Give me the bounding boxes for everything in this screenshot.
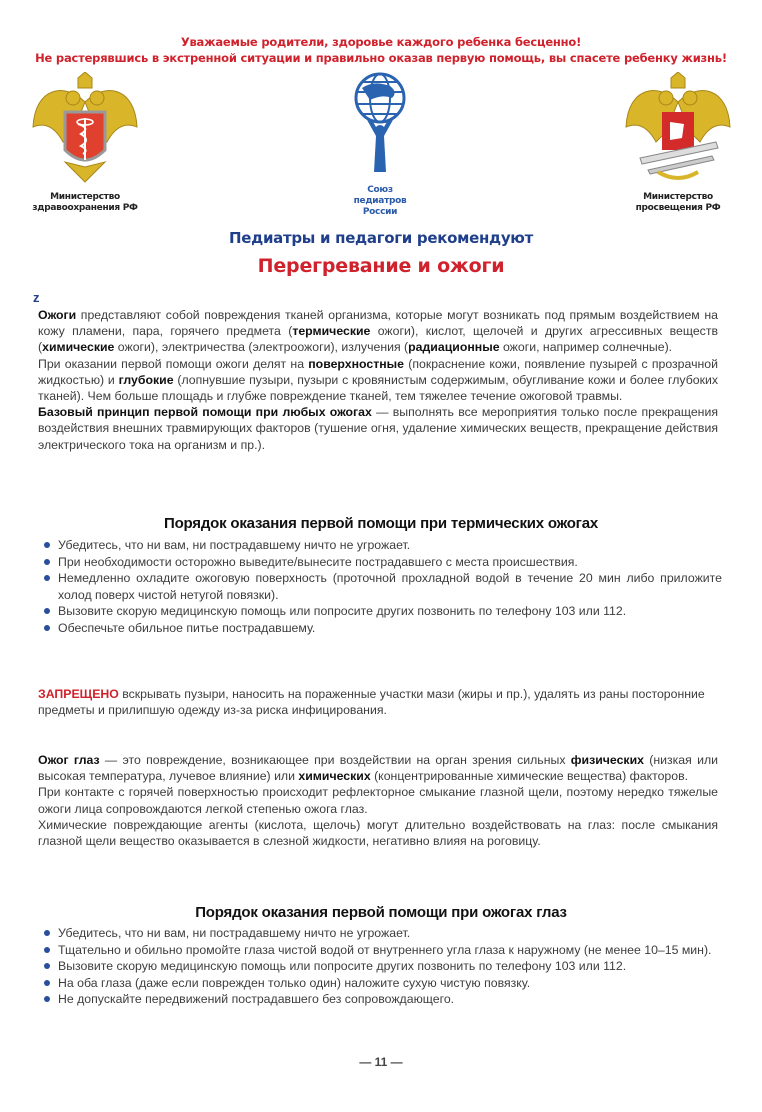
list-item: Вызовите скорую медицинскую помощь или попросите других позвонить по телефону 103 или 112.: [44, 958, 722, 975]
bullet-icon: [44, 996, 50, 1002]
eye-paragraph-3: Химические повреждающие агенты (кислота, щелочь) могут длительно воздействовать на глаз: после смыкания глазной щели вещество оказывается в слезной жидкости, негативно влияя на роговицу.: [38, 817, 718, 849]
banner-line-1: Уважаемые родители, здоровье каждого ребенка бесценно!: [180, 35, 582, 49]
list-item: Убедитесь, что ни вам, ни пострадавшему ничто не угрожает.: [44, 537, 722, 554]
list-item: При необходимости осторожно выведите/вынесите пострадавшего с места происшествия.: [44, 554, 722, 571]
intro-paragraph-1: Ожоги представляют собой повреждения тканей организма, которые могут возникать под прямым воздействием на кожу пламени, пара, горячего предмета (термические ожоги), кислот, щелочей и других агрессивных веществ (химические ожоги), электричества (электроожоги), излучения (радиационные ожоги, например солнечные).: [38, 308, 718, 355]
warning-label: ЗАПРЕЩЕНО: [38, 687, 119, 701]
logo-caption-right: Министерство просвещения РФ: [635, 192, 721, 213]
eye-aid-list: [44, 925, 722, 1008]
bullet-icon: [44, 542, 50, 548]
intro-paragraph-2: При оказании первой помощи ожоги делят на поверхностные (покраснение кожи, появление пузырей с прозрачной жидкостью) и глубокие (лопнувшие пузыри, пузыри с кровянистым содержимым, обугливание кожи и более глубоких тканей). Чем больше площадь и глубже повреждение тканей, тем тяжелее течение ожоговой травмы.: [38, 356, 718, 404]
list-item: Убедитесь, что ни вам, ни пострадавшему ничто не угрожает.: [44, 925, 722, 942]
pediatricians-union-globe-icon: [340, 72, 420, 180]
bullet-icon: [44, 625, 50, 631]
list-item: Немедленно охладите ожоговую поверхность (проточной прохладной водой в течение 20 мин либо приложите холод поверх чистой нетугой повязки).: [44, 570, 722, 603]
page-subtitle: Педиатры и педагоги рекомендуют: [229, 229, 533, 247]
logo-pediatricians-union: [340, 72, 420, 218]
list-item: На оба глаза (даже если поврежден только один) наложите сухую чистую повязку.: [44, 975, 722, 992]
bullet-icon: [44, 559, 50, 565]
section-marker: z: [33, 290, 40, 305]
eye-aid-title: Порядок оказания первой помощи при ожогах глаз: [195, 904, 567, 921]
coat-of-arms-education-ministry-icon: [618, 72, 738, 187]
thermal-aid-list: [44, 537, 722, 636]
coat-of-arms-health-ministry-icon: [25, 72, 145, 187]
list-item: Вызовите скорую медицинскую помощь или попросите других позвонить по телефону 103 или 112.: [44, 603, 722, 620]
logo-health-ministry: [25, 72, 145, 214]
eye-paragraph-2: При контакте с горячей поверхностью происходит рефлекторное смыкание глазной щели, поэтому нередко тяжелые ожоги лица сопровождаются легкой степенью ожога глаз.: [38, 785, 718, 816]
bullet-icon: [44, 980, 50, 986]
list-item: Не допускайте передвижений пострадавшего без сопровождающего.: [44, 991, 722, 1008]
bullet-icon: [44, 575, 50, 581]
eye-paragraph-1: Ожог глаз — это повреждение, возникающее при воздействии на орган зрения сильных физических (низкая или высокая температура, лучевое влияние) или химических (концентрированные химические вещества) факторов.: [38, 753, 718, 784]
page-number: — 11 —: [359, 1055, 403, 1069]
banner-line-2: Не растерявшись в экстренной ситуации и правильно оказав первую помощь, вы спасете ребенку жизнь!: [35, 51, 727, 65]
logo-caption-left: Министерство здравоохранения РФ: [32, 192, 138, 213]
logo-caption-center: Союз педиатров России: [353, 185, 407, 217]
logo-education-ministry: [618, 72, 738, 214]
thermal-aid-title: Порядок оказания первой помощи при термических ожогах: [163, 515, 599, 532]
page-title: Перегревание и ожоги: [257, 255, 505, 277]
bullet-icon: [44, 947, 50, 953]
bullet-icon: [44, 963, 50, 969]
list-item: Тщательно и обильно промойте глаза чистой водой от внутреннего угла глаза к наружному (не менее 10–15 мин).: [44, 942, 722, 959]
list-item: Обеспечьте обильное питье пострадавшему.: [44, 620, 722, 637]
warning-text: ЗАПРЕЩЕНО вскрывать пузыри, наносить на пораженные участки мази (жиры и пр.), удалять из раны посторонние предметы и прилипшую одежду из-за риска инфицирования.: [38, 687, 705, 718]
bullet-icon: [44, 930, 50, 936]
eye-burn-text: [38, 752, 718, 849]
bullet-icon: [44, 608, 50, 614]
intro-text: [38, 307, 718, 453]
intro-paragraph-3: Базовый принцип первой помощи при любых ожогах — выполнять все мероприятия только после прекращения воздействия внешних травмирующих факторов (тушение огня, удаление химических веществ, прекращение действия электрического тока на организм и пр.).: [38, 405, 718, 452]
